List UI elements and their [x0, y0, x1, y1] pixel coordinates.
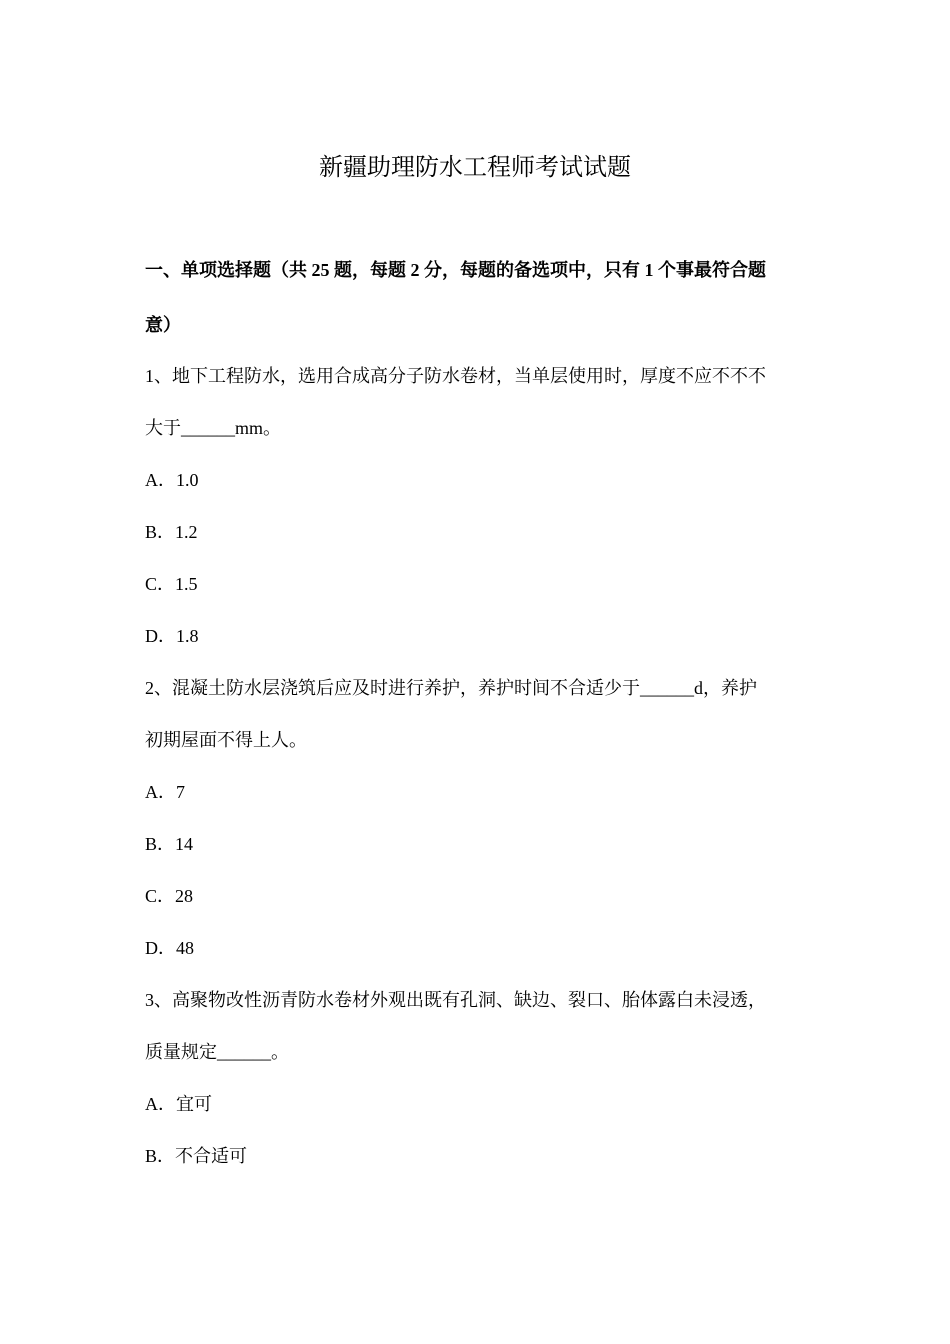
question-1-text: 1、地下工程防水，选用合成高分子防水卷材，当单层使用时，厚度不应不不不 — [145, 366, 766, 386]
question-2-option-c: C．28 — [145, 886, 194, 906]
question-2-option-a: A．7 — [145, 782, 185, 802]
section-heading-continued: 意） — [145, 315, 181, 335]
section-heading: 一、单项选择题（共 25 题，每题 2 分，每题的备选项中，只有 1 个事最符合题 — [145, 260, 766, 280]
question-1-text-continued: 大于______mm。 — [145, 418, 282, 438]
question-1-option-a: A．1.0 — [145, 470, 199, 490]
question-1-option-c: C．1.5 — [145, 574, 198, 594]
question-2-option-d: D．48 — [145, 938, 194, 958]
question-3-option-a: A．宜可 — [145, 1094, 212, 1114]
question-3-text: 3、高聚物改性沥青防水卷材外观出既有孔洞、缺边、裂口、胎体露白未浸透， — [145, 990, 766, 1010]
document-title: 新疆助理防水工程师考试试题 — [319, 155, 631, 181]
question-2-text: 2、混凝土防水层浇筑后应及时进行养护，养护时间不合适少于______d，养护 — [145, 678, 757, 698]
question-2-text-continued: 初期屋面不得上人。 — [145, 730, 307, 750]
question-3-option-b: B．不合适可 — [145, 1146, 248, 1166]
question-1-option-d: D．1.8 — [145, 626, 199, 646]
question-3-text-continued: 质量规定______。 — [145, 1042, 289, 1062]
question-1-option-b: B．1.2 — [145, 522, 198, 542]
question-2-option-b: B．14 — [145, 834, 194, 854]
